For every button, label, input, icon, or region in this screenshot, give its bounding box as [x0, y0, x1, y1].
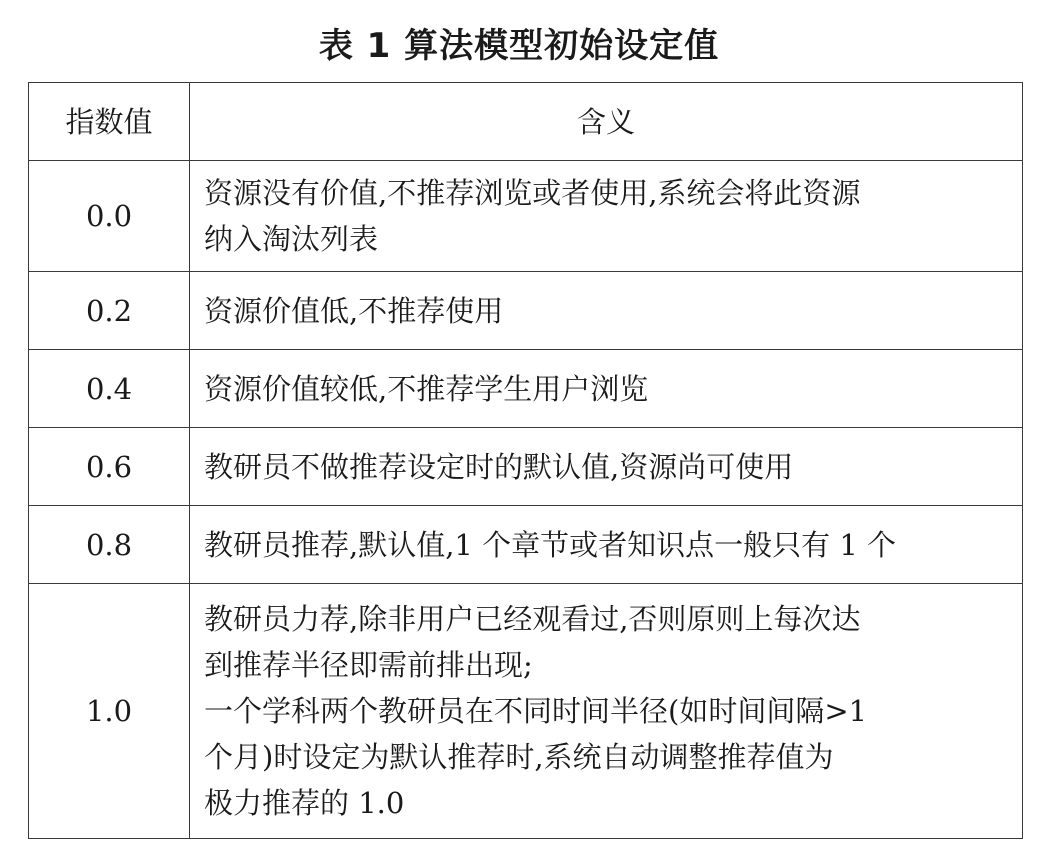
table-title: 表 1 算法模型初始设定值	[318, 26, 720, 66]
meaning-cell	[190, 161, 1023, 272]
header-meaning: 含义	[190, 83, 1023, 161]
meaning-line: 纳入淘汰列表	[204, 222, 379, 256]
meaning-line: 资源价值较低,不推荐学生用户浏览	[204, 371, 649, 406]
meaning-line: 教研员推荐,默认值,1 个章节或者知识点一般只有 1 个	[204, 527, 896, 562]
index-value-cell: 1.0	[29, 584, 190, 839]
meaning-cell	[190, 584, 1023, 839]
settings-table	[28, 82, 1023, 839]
table-row	[29, 584, 1023, 839]
meaning-cell	[190, 350, 1023, 428]
index-value-cell: 0.4	[29, 350, 190, 428]
meaning-line: 资源没有价值,不推荐浏览或者使用,系统会将此资源	[204, 176, 861, 210]
meaning-line: 个月)时设定为默认推荐时,系统自动调整推荐值为	[204, 740, 834, 774]
meaning-line: 到推荐半径即需前排出现;	[204, 648, 533, 682]
table-row	[29, 161, 1023, 272]
meaning-cell	[190, 428, 1023, 506]
meaning-cell	[190, 506, 1023, 584]
table-row	[29, 506, 1023, 584]
meaning-line: 一个学科两个教研员在不同时间半径(如时间间隔>1	[204, 694, 868, 728]
table-row	[29, 272, 1023, 350]
meaning-line: 极力推荐的 1.0	[204, 786, 405, 820]
table-row	[29, 350, 1023, 428]
index-value-cell: 0.0	[29, 161, 190, 272]
table-header-row	[29, 83, 1023, 161]
meaning-cell	[190, 272, 1023, 350]
meaning-line: 资源价值低,不推荐使用	[204, 293, 504, 328]
index-value-cell: 0.8	[29, 506, 190, 584]
header-index-value: 指数值	[29, 83, 190, 161]
index-value-cell: 0.6	[29, 428, 190, 506]
meaning-line: 教研员不做推荐设定时的默认值,资源尚可使用	[204, 449, 794, 484]
index-value-cell: 0.2	[29, 272, 190, 350]
table-row	[29, 428, 1023, 506]
meaning-line: 教研员力荐,除非用户已经观看过,否则原则上每次达	[204, 602, 861, 636]
